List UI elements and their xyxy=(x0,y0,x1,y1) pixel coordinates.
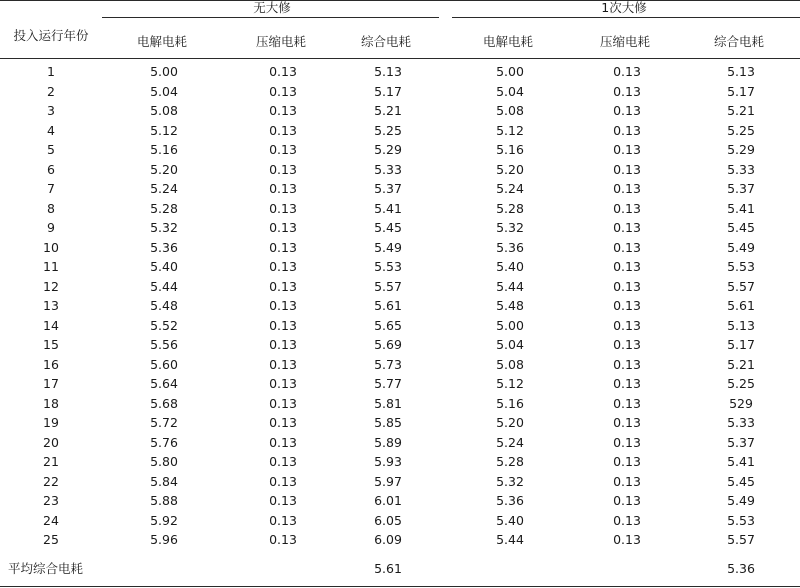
group-underline-no-overhaul xyxy=(102,17,439,18)
cell-electrolysis-one-overhaul: 5.20 xyxy=(496,415,524,430)
cell-electrolysis-one-overhaul: 5.00 xyxy=(496,317,524,333)
cell-year: 16 xyxy=(43,356,59,372)
table-row xyxy=(0,218,800,238)
cell-compression-one-overhaul: 0.13 xyxy=(613,239,641,255)
cell-compression-one-overhaul: 0.13 xyxy=(613,161,641,177)
table-row xyxy=(0,530,800,550)
row-header: 投入运行年份 xyxy=(13,28,89,43)
cell-electrolysis-no-overhaul: 5.08 xyxy=(150,103,178,118)
table-row xyxy=(0,491,800,511)
cell-compression-no-overhaul: 0.13 xyxy=(269,415,297,430)
cell-year: 18 xyxy=(43,395,59,411)
cell-compression-one-overhaul: 0.13 xyxy=(613,259,641,274)
table-row xyxy=(0,374,800,394)
cell-compression-no-overhaul: 0.13 xyxy=(269,434,297,450)
cell-electrolysis-one-overhaul: 5.04 xyxy=(496,83,524,99)
cell-compression-no-overhaul: 0.13 xyxy=(269,122,297,138)
table-row xyxy=(0,199,800,219)
cell-compression-no-overhaul: 0.13 xyxy=(269,454,297,469)
cell-compression-no-overhaul: 0.13 xyxy=(269,337,297,352)
cell-year: 19 xyxy=(43,415,59,430)
cell-electrolysis-one-overhaul: 5.24 xyxy=(496,181,524,196)
table-row xyxy=(0,413,800,433)
cell-total-one-overhaul: 5.49 xyxy=(727,493,755,508)
average-label: 平均综合电耗 xyxy=(8,561,84,576)
cell-electrolysis-no-overhaul: 5.12 xyxy=(150,122,178,138)
cell-electrolysis-one-overhaul: 5.04 xyxy=(496,337,524,352)
cell-electrolysis-no-overhaul: 5.88 xyxy=(150,493,178,508)
cell-compression-no-overhaul: 0.13 xyxy=(269,317,297,333)
cell-electrolysis-one-overhaul: 5.16 xyxy=(496,142,524,157)
cell-compression-no-overhaul: 0.13 xyxy=(269,298,297,313)
cell-compression-no-overhaul: 0.13 xyxy=(269,64,297,79)
cell-total-one-overhaul: 5.33 xyxy=(727,161,755,177)
cell-electrolysis-no-overhaul: 5.36 xyxy=(150,239,178,255)
cell-compression-one-overhaul: 0.13 xyxy=(613,83,641,99)
cell-total-one-overhaul: 5.41 xyxy=(727,454,755,469)
cell-compression-no-overhaul: 0.13 xyxy=(269,259,297,274)
cell-electrolysis-one-overhaul: 5.16 xyxy=(496,395,524,411)
cell-compression-no-overhaul: 0.13 xyxy=(269,239,297,255)
cell-compression-no-overhaul: 0.13 xyxy=(269,356,297,372)
cell-compression-one-overhaul: 0.13 xyxy=(613,103,641,118)
group-header-no-overhaul: 无大修 xyxy=(253,0,291,15)
cell-total-no-overhaul: 6.05 xyxy=(374,512,402,528)
col-header-electrolysis-2: 电解电耗 xyxy=(482,34,533,49)
cell-compression-one-overhaul: 0.13 xyxy=(613,473,641,489)
col-header-compression-2: 压缩电耗 xyxy=(599,34,650,49)
cell-total-one-overhaul: 5.49 xyxy=(727,239,755,255)
cell-compression-no-overhaul: 0.13 xyxy=(269,161,297,177)
col-header-total-2: 综合电耗 xyxy=(713,34,764,49)
cell-compression-no-overhaul: 0.13 xyxy=(269,220,297,235)
table-row xyxy=(0,296,800,316)
cell-total-no-overhaul: 6.01 xyxy=(374,493,402,508)
cell-compression-no-overhaul: 0.13 xyxy=(269,278,297,294)
cell-total-no-overhaul: 5.13 xyxy=(374,64,402,79)
cell-electrolysis-one-overhaul: 5.40 xyxy=(496,259,524,274)
cell-year: 4 xyxy=(47,122,55,138)
cell-electrolysis-one-overhaul: 5.28 xyxy=(496,454,524,469)
average-row xyxy=(0,559,800,579)
cell-electrolysis-no-overhaul: 5.56 xyxy=(150,337,178,352)
cell-electrolysis-no-overhaul: 5.48 xyxy=(150,298,178,313)
table-row xyxy=(0,238,800,258)
cell-total-one-overhaul: 5.37 xyxy=(727,434,755,450)
cell-electrolysis-no-overhaul: 5.72 xyxy=(150,415,178,430)
cell-year: 24 xyxy=(43,512,59,528)
cell-year: 2 xyxy=(47,83,55,99)
cell-total-no-overhaul: 5.29 xyxy=(374,142,402,157)
bottom-rule xyxy=(0,586,800,587)
cell-year: 6 xyxy=(47,161,55,177)
cell-compression-one-overhaul: 0.13 xyxy=(613,220,641,235)
cell-year: 5 xyxy=(47,142,55,157)
cell-compression-no-overhaul: 0.13 xyxy=(269,395,297,411)
cell-total-no-overhaul: 5.65 xyxy=(374,317,402,333)
cell-compression-one-overhaul: 0.13 xyxy=(613,278,641,294)
cell-compression-no-overhaul: 0.13 xyxy=(269,181,297,196)
table-row xyxy=(0,101,800,121)
table-row xyxy=(0,121,800,141)
cell-total-no-overhaul: 5.57 xyxy=(374,278,402,294)
cell-total-no-overhaul: 5.77 xyxy=(374,376,402,391)
col-header-total-1: 综合电耗 xyxy=(360,34,411,49)
cell-year: 14 xyxy=(43,317,59,333)
cell-compression-no-overhaul: 0.13 xyxy=(269,83,297,99)
cell-total-one-overhaul: 529 xyxy=(729,395,753,411)
cell-total-one-overhaul: 5.53 xyxy=(727,259,755,274)
cell-electrolysis-one-overhaul: 5.44 xyxy=(496,278,524,294)
cell-year: 3 xyxy=(47,103,55,118)
average-total-no-overhaul: 5.61 xyxy=(374,561,402,576)
cell-electrolysis-one-overhaul: 5.32 xyxy=(496,220,524,235)
cell-electrolysis-one-overhaul: 5.00 xyxy=(496,64,524,79)
cell-compression-no-overhaul: 0.13 xyxy=(269,200,297,216)
cell-total-one-overhaul: 5.33 xyxy=(727,415,755,430)
cell-total-no-overhaul: 5.49 xyxy=(374,239,402,255)
cell-electrolysis-no-overhaul: 5.64 xyxy=(150,376,178,391)
cell-electrolysis-no-overhaul: 5.68 xyxy=(150,395,178,411)
cell-compression-one-overhaul: 0.13 xyxy=(613,376,641,391)
table-row xyxy=(0,140,800,160)
cell-total-one-overhaul: 5.25 xyxy=(727,376,755,391)
cell-electrolysis-no-overhaul: 5.32 xyxy=(150,220,178,235)
table-row xyxy=(0,160,800,180)
table-row xyxy=(0,277,800,297)
group-underline-one-overhaul xyxy=(452,17,800,18)
cell-electrolysis-no-overhaul: 5.20 xyxy=(150,161,178,177)
table-row xyxy=(0,355,800,375)
table-row xyxy=(0,62,800,82)
table-row xyxy=(0,394,800,414)
cell-electrolysis-one-overhaul: 5.28 xyxy=(496,200,524,216)
cell-year: 13 xyxy=(43,298,59,313)
cell-year: 23 xyxy=(43,493,59,508)
table-row xyxy=(0,433,800,453)
col-header-compression-1: 压缩电耗 xyxy=(255,34,306,49)
cell-electrolysis-no-overhaul: 5.80 xyxy=(150,454,178,469)
cell-total-one-overhaul: 5.13 xyxy=(727,317,755,333)
cell-compression-one-overhaul: 0.13 xyxy=(613,434,641,450)
cell-compression-one-overhaul: 0.13 xyxy=(613,493,641,508)
table-row xyxy=(0,335,800,355)
cell-total-no-overhaul: 5.73 xyxy=(374,356,402,372)
cell-total-no-overhaul: 5.93 xyxy=(374,454,402,469)
cell-compression-one-overhaul: 0.13 xyxy=(613,181,641,196)
cell-total-one-overhaul: 5.29 xyxy=(727,142,755,157)
cell-year: 20 xyxy=(43,434,59,450)
cell-total-one-overhaul: 5.57 xyxy=(727,532,755,547)
cell-compression-no-overhaul: 0.13 xyxy=(269,493,297,508)
cell-electrolysis-no-overhaul: 5.28 xyxy=(150,200,178,216)
cell-electrolysis-one-overhaul: 5.12 xyxy=(496,122,524,138)
cell-electrolysis-no-overhaul: 5.96 xyxy=(150,532,178,547)
cell-total-one-overhaul: 5.17 xyxy=(727,83,755,99)
cell-electrolysis-one-overhaul: 5.48 xyxy=(496,298,524,313)
cell-compression-one-overhaul: 0.13 xyxy=(613,122,641,138)
cell-electrolysis-one-overhaul: 5.08 xyxy=(496,103,524,118)
cell-year: 12 xyxy=(43,278,59,294)
cell-total-no-overhaul: 5.69 xyxy=(374,337,402,352)
cell-electrolysis-no-overhaul: 5.76 xyxy=(150,434,178,450)
cell-electrolysis-no-overhaul: 5.92 xyxy=(150,512,178,528)
cell-total-one-overhaul: 5.57 xyxy=(727,278,755,294)
cell-electrolysis-no-overhaul: 5.44 xyxy=(150,278,178,294)
cell-electrolysis-one-overhaul: 5.32 xyxy=(496,473,524,489)
cell-total-no-overhaul: 6.09 xyxy=(374,532,402,547)
cell-year: 15 xyxy=(43,337,59,352)
cell-compression-one-overhaul: 0.13 xyxy=(613,415,641,430)
cell-compression-no-overhaul: 0.13 xyxy=(269,376,297,391)
cell-total-no-overhaul: 5.25 xyxy=(374,122,402,138)
cell-total-no-overhaul: 5.89 xyxy=(374,434,402,450)
cell-total-no-overhaul: 5.21 xyxy=(374,103,402,118)
cell-total-no-overhaul: 5.61 xyxy=(374,298,402,313)
cell-electrolysis-one-overhaul: 5.36 xyxy=(496,493,524,508)
table-body xyxy=(0,62,800,550)
cell-electrolysis-one-overhaul: 5.24 xyxy=(496,434,524,450)
average-total-one-overhaul: 5.36 xyxy=(727,561,755,576)
table-row xyxy=(0,82,800,102)
cell-year: 9 xyxy=(47,220,55,235)
cell-year: 7 xyxy=(47,181,55,196)
cell-compression-one-overhaul: 0.13 xyxy=(613,356,641,372)
col-header-electrolysis-1: 电解电耗 xyxy=(136,34,187,49)
cell-compression-no-overhaul: 0.13 xyxy=(269,512,297,528)
table-row xyxy=(0,472,800,492)
cell-total-no-overhaul: 5.17 xyxy=(374,83,402,99)
cell-electrolysis-no-overhaul: 5.16 xyxy=(150,142,178,157)
table-row xyxy=(0,511,800,531)
cell-total-no-overhaul: 5.85 xyxy=(374,415,402,430)
cell-total-no-overhaul: 5.45 xyxy=(374,220,402,235)
cell-electrolysis-no-overhaul: 5.60 xyxy=(150,356,178,372)
cell-total-no-overhaul: 5.97 xyxy=(374,473,402,489)
cell-year: 21 xyxy=(43,454,59,469)
cell-electrolysis-one-overhaul: 5.12 xyxy=(496,376,524,391)
cell-electrolysis-no-overhaul: 5.24 xyxy=(150,181,178,196)
table-row xyxy=(0,452,800,472)
cell-compression-one-overhaul: 0.13 xyxy=(613,64,641,79)
cell-electrolysis-one-overhaul: 5.08 xyxy=(496,356,524,372)
cell-total-one-overhaul: 5.61 xyxy=(727,298,755,313)
cell-year: 25 xyxy=(43,532,59,547)
cell-compression-one-overhaul: 0.13 xyxy=(613,298,641,313)
cell-total-no-overhaul: 5.81 xyxy=(374,395,402,411)
cell-total-one-overhaul: 5.53 xyxy=(727,512,755,528)
cell-total-one-overhaul: 5.13 xyxy=(727,64,755,79)
cell-compression-one-overhaul: 0.13 xyxy=(613,200,641,216)
cell-compression-one-overhaul: 0.13 xyxy=(613,395,641,411)
cell-compression-one-overhaul: 0.13 xyxy=(613,454,641,469)
cell-compression-one-overhaul: 0.13 xyxy=(613,337,641,352)
table-row xyxy=(0,257,800,277)
table-row xyxy=(0,316,800,336)
cell-compression-no-overhaul: 0.13 xyxy=(269,103,297,118)
cell-total-one-overhaul: 5.25 xyxy=(727,122,755,138)
cell-year: 17 xyxy=(43,376,59,391)
cell-year: 10 xyxy=(43,239,59,255)
cell-compression-one-overhaul: 0.13 xyxy=(613,142,641,157)
cell-total-one-overhaul: 5.21 xyxy=(727,356,755,372)
group-header-one-overhaul: 1次大修 xyxy=(601,0,647,15)
cell-total-one-overhaul: 5.45 xyxy=(727,220,755,235)
cell-electrolysis-no-overhaul: 5.40 xyxy=(150,259,178,274)
cell-total-one-overhaul: 5.17 xyxy=(727,337,755,352)
cell-electrolysis-no-overhaul: 5.00 xyxy=(150,64,178,79)
cell-year: 22 xyxy=(43,473,59,489)
cell-electrolysis-one-overhaul: 5.20 xyxy=(496,161,524,177)
cell-total-no-overhaul: 5.53 xyxy=(374,259,402,274)
cell-total-one-overhaul: 5.41 xyxy=(727,200,755,216)
cell-electrolysis-no-overhaul: 5.04 xyxy=(150,83,178,99)
header-rule xyxy=(0,58,800,59)
cell-year: 11 xyxy=(43,259,59,274)
cell-compression-one-overhaul: 0.13 xyxy=(613,317,641,333)
cell-year: 1 xyxy=(47,64,55,79)
cell-compression-no-overhaul: 0.13 xyxy=(269,532,297,547)
cell-electrolysis-one-overhaul: 5.36 xyxy=(496,239,524,255)
cell-electrolysis-one-overhaul: 5.44 xyxy=(496,532,524,547)
cell-total-no-overhaul: 5.37 xyxy=(374,181,402,196)
cell-total-one-overhaul: 5.21 xyxy=(727,103,755,118)
cell-electrolysis-no-overhaul: 5.52 xyxy=(150,317,178,333)
cell-total-one-overhaul: 5.37 xyxy=(727,181,755,196)
cell-compression-no-overhaul: 0.13 xyxy=(269,142,297,157)
cell-total-one-overhaul: 5.45 xyxy=(727,473,755,489)
cell-electrolysis-one-overhaul: 5.40 xyxy=(496,512,524,528)
cell-electrolysis-no-overhaul: 5.84 xyxy=(150,473,178,489)
cell-compression-one-overhaul: 0.13 xyxy=(613,532,641,547)
cell-compression-no-overhaul: 0.13 xyxy=(269,473,297,489)
table-row xyxy=(0,179,800,199)
cell-compression-one-overhaul: 0.13 xyxy=(613,512,641,528)
cell-year: 8 xyxy=(47,200,55,216)
cell-total-no-overhaul: 5.41 xyxy=(374,200,402,216)
cell-total-no-overhaul: 5.33 xyxy=(374,161,402,177)
